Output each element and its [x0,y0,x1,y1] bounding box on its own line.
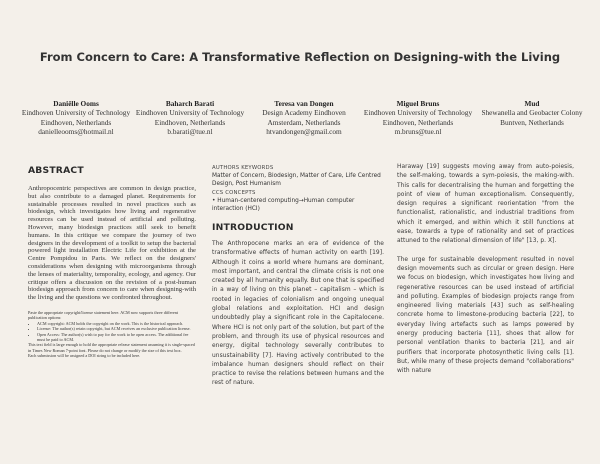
permission-option: • ACM copyright: ACM holds the copyright on the work. This is the historical approach. [37,321,196,326]
author-4 [362,99,474,136]
author-1 [20,99,132,136]
permission-note: This text field is large enough to hold the appropriate release statement assuming it is single-spaced in Times New Roman 7-point font. Please do not change or modify the size of this text box. [28,342,195,353]
author-name: Mud [524,99,540,108]
author-block [20,99,590,154]
author-5 [476,99,588,127]
keywords-text: Matter of Concern, Biodesign, Matter of Care, Life Centred Design, Post Humanism [212,173,381,187]
author-location: Eindhoven, Netherlands [40,117,112,127]
author-name: Daniëlle Ooms [53,99,99,108]
author-affiliation: Design Academy Eindhoven [262,108,346,118]
author-affiliation: Eindhoven University of Technology [21,108,131,118]
author-affiliation: Shewanella and Geobacter Colony [481,108,583,118]
doi-note: Each submission will be assigned a DOI string to be included here. [28,353,141,359]
introduction-heading: INTRODUCTION [212,222,294,233]
ccs-text: • Human-centered computing→Human computer interaction (HCI) [212,198,355,212]
author-affiliation: Eindhoven University of Technology [363,108,473,118]
abstract-text: Anthropocentric perspectives are common in design practice, but also contribute to a damaged planet. Requirements for sustainable processes resulted in novel practices such as biodesign, which investigates how living and regenerative resources can be used instead of artificial and polluting. However, many biodesign practices still seek to benefit humans. In this critique we compare the journey of two designers in the development of a toolkit to setup the bacterial powered light installation Electric Life for exhibition at the Centre Pompidou in Paris. We reflect on the designers' considerations when designing with microorganisms through the lenses of materiality, temporality, ecology, and agency. Our critique offers a discussion on the revision of a post-human biodesign approach from concern to care when designing-with the living and the questions we confronted throughout. [28,185,196,302]
permission-intro: Paste the appropriate copyright/license statement here. ACM now supports three different publication options: [28,309,179,321]
author-email: htvandongen@gmail.com [266,126,342,136]
permission-block [28,310,196,359]
author-name: Baharch Barati [165,99,215,108]
author-location: Amsterdam, Netherlands [267,117,341,127]
right-column [397,163,574,463]
author-location: Eindhoven, Netherlands [382,117,454,127]
author-name: Teresa van Dongen [274,99,334,108]
abstract-heading: ABSTRACT [28,165,84,176]
introduction-text: The Anthropocene marks an era of evidence of the transformative effects of human activity on earth [19]. Although it coins a world where humans are dominant, most important, and central the climate crisis is not one created by all humanity equally. But one that is specified in a way of living on this planet – capitalism – which is rooted in legacies of colonialism and ongoing unequal global relations and exploitation. HCI and design undoubtedly play a significant role in the Capitalocene. Where HCI is not only part of the solution, but part of the problem, and through its use of physical resources and energy, digital technology severally contributes to unsustainability [7]. Having actively contributed to the imbalance human designers should reflect on their practice to revise the relations between humans and the rest of nature. [212,241,384,387]
body-paragraph-1: Haraway [19] suggests moving away from auto-poiesis, the self-making, towards a sym-poiesis, the making-with. This calls for decentralising the human and forgetting the point of view of human exceptionalism. Consequently, design requires a significant reorientation "from the functionalist, rationalistic, and industrial traditions from which it emerged, and within which it still functions at ease, towards a type of rationality and set of practices attuned to the relational dimension of life" [13, p. X]. [397,164,574,245]
body-paragraph-2: The urge for sustainable development resulted in novel design movements such as circular or green design. Here we focus on biodesign, which investigates how living and regenerative resources can be used instead of artificial and polluting. Examples of biodesign projects range from engineered living materials [43] such as self-healing concrete home to limestone-producing bacteria [22], to everyday living artefacts such as lamps powered by energy producing bacteria [11], shoes that allow for personal ventilation thanks to bacteria [21], and air purifiers that incorporate photosynthetic living cells [1]. But, while many of these projects demand "collaborations" with nature [397,256,574,375]
author-name: Miguel Bruns [396,99,440,108]
middle-column [212,165,384,464]
permission-option: • License: The author(s) retain copyright, but ACM receives an exclusive publication license. [37,326,196,331]
permission-options [28,321,196,343]
paper-title: From Concern to Care: A Transformative Reflection on Designing-with the Living [39,50,561,64]
permission-option: • Open Access: The author(s) wish to pay for the work to be open access. The additional fee must be paid to ACM. [37,332,196,343]
author-email: b.barati@tue.nl [167,126,213,136]
author-location: Eindhoven, Netherlands [154,117,226,127]
author-3 [248,99,360,136]
left-column [28,165,196,464]
ccs-heading: CCS CONCEPTS [212,190,256,196]
author-affiliation: Eindhoven University of Technology [135,108,245,118]
keywords-heading: AUTHORS KEYWORDS [212,165,274,171]
author-email: m.bruns@tue.nl [394,126,442,136]
author-email: danielleooms@hotmail.nl [38,126,114,136]
author-2 [134,99,246,136]
author-location: Buntven, Netherlands [500,117,564,127]
